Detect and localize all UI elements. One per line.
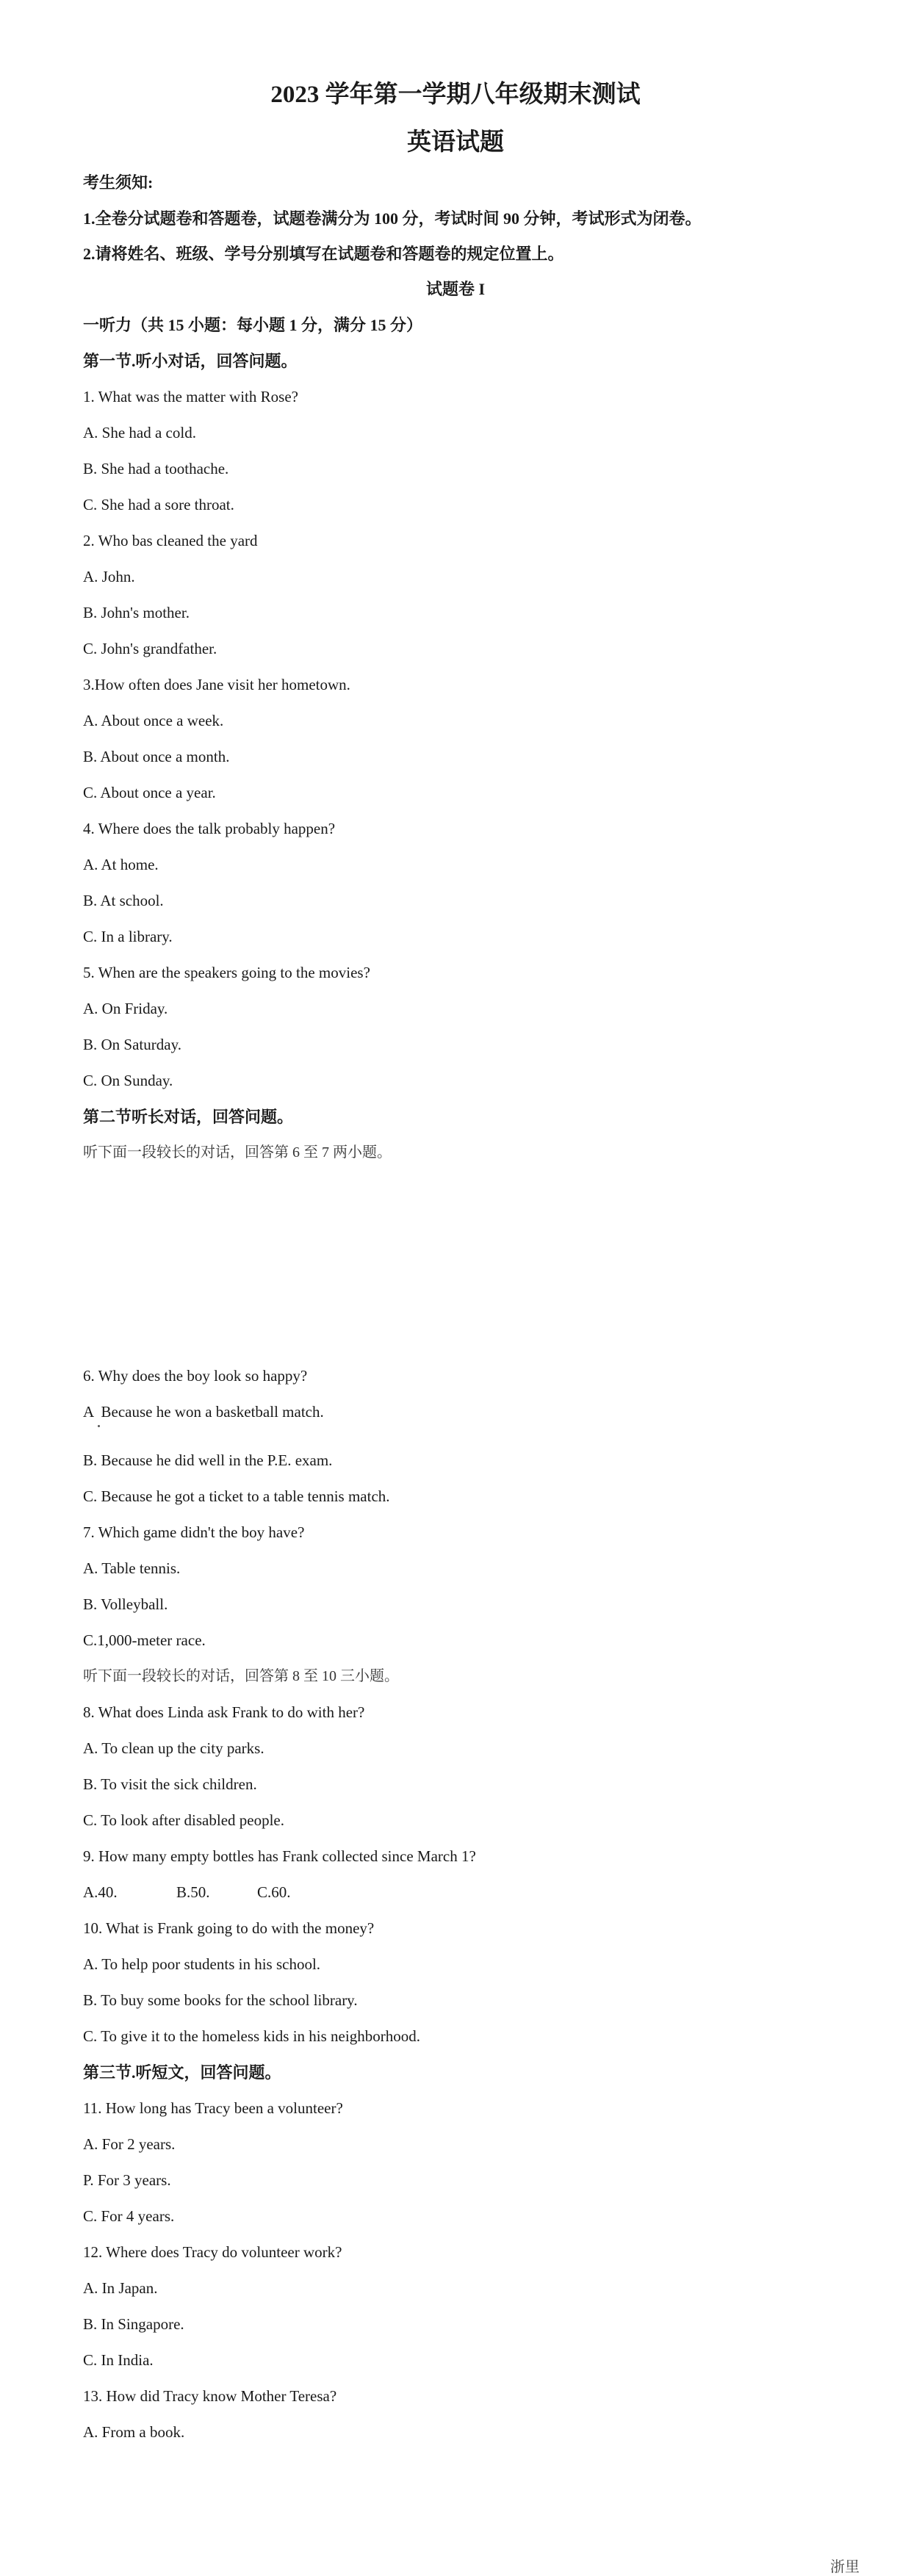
q4-option-a: A. At home.: [83, 856, 159, 873]
question-9: 9. How many empty bottles has Frank collected since March 1?: [83, 1847, 476, 1865]
stray-dot: [98, 1425, 100, 1427]
q9-option-b: B.50.: [176, 1883, 210, 1901]
q2-option-b: B. John's mother.: [83, 604, 190, 621]
q9-option-c: C.60.: [257, 1883, 291, 1901]
q8-option-b: B. To visit the sick children.: [83, 1775, 257, 1793]
q5-option-b: B. On Saturday.: [83, 1036, 181, 1053]
paper-label: 试题卷 I: [425, 280, 486, 298]
q5-option-c: C. On Sunday.: [83, 1072, 173, 1089]
section2-heading: 第二节听长对话，回答问题。: [83, 1108, 294, 1126]
q13-option-a: A. From a book.: [83, 2423, 185, 2441]
q5-option-a: A. On Friday.: [83, 1000, 168, 1017]
question-8: 8. What does Linda ask Frank to do with her?: [83, 1703, 365, 1721]
q12-option-b: B. In Singapore.: [83, 2315, 184, 2333]
q10-option-c: C. To give it to the homeless kids in his neighborhood.: [83, 2027, 420, 2045]
q8-option-c: C. To look after disabled people.: [83, 1811, 284, 1829]
question-12: 12. Where does Tracy do volunteer work?: [83, 2243, 342, 2261]
q1-option-b: B. She had a toothache.: [83, 460, 229, 477]
question-5: 5. When are the speakers going to the movies?: [83, 964, 370, 981]
question-11: 11. How long has Tracy been a volunteer?: [83, 2099, 343, 2117]
question-2: 2. Who bas cleaned the yard: [83, 532, 258, 549]
q1-option-a: A. She had a cold.: [83, 424, 196, 441]
q12-option-a: A. In Japan.: [83, 2279, 158, 2297]
question-7: 7. Which game didn't the boy have?: [83, 1523, 305, 1541]
q11-option-a: A. For 2 years.: [83, 2135, 176, 2153]
q3-option-b: B. About once a month.: [83, 748, 230, 765]
q8-option-a: A. To clean up the city parks.: [83, 1739, 264, 1757]
section1-heading: 第一节.听小对话，回答问题。: [83, 352, 298, 370]
q2-option-c: C. John's grandfather.: [83, 640, 217, 657]
question-6: 6. Why does the boy look so happy?: [83, 1367, 308, 1385]
q7-option-a: A. Table tennis.: [83, 1559, 181, 1577]
section2-intro-1: 听下面一段较长的对话，回答第 6 至 7 两小题。: [83, 1144, 392, 1161]
q10-option-a: A. To help poor students in his school.: [83, 1955, 321, 1973]
question-4: 4. Where does the talk probably happen?: [83, 820, 336, 837]
section3-heading: 第三节.听短文，回答问题。: [83, 2063, 281, 2082]
question-13: 13. How did Tracy know Mother Teresa?: [83, 2387, 337, 2405]
q4-option-b: B. At school.: [83, 892, 164, 909]
q4-option-c: C. In a library.: [83, 928, 173, 945]
q3-option-a: A. About once a week.: [83, 712, 224, 729]
q6-option-a: A Because he won a basketball match.: [83, 1403, 324, 1421]
q2-option-a: A. John.: [83, 568, 135, 585]
q10-option-b: B. To buy some books for the school library.: [83, 1991, 358, 2009]
q3-option-c: C. About once a year.: [83, 784, 216, 801]
part1-heading: 一听力（共 15 小题：每小题 1 分，满分 15 分）: [83, 316, 423, 334]
q12-option-c: C. In India.: [83, 2351, 154, 2369]
question-1: 1. What was the matter with Rose?: [83, 388, 298, 405]
section2-intro-2: 听下面一段较长的对话，回答第 8 至 10 三小题。: [83, 1668, 399, 1684]
q11-option-c: C. For 4 years.: [83, 2207, 175, 2225]
q11-option-b: P. For 3 years.: [83, 2171, 171, 2189]
q7-option-b: B. Volleyball.: [83, 1595, 168, 1613]
exam-subject: 英语试题: [407, 129, 504, 156]
q1-option-c: C. She had a sore throat.: [83, 496, 234, 513]
q9-option-a: A.40.: [83, 1883, 118, 1901]
q6-option-b: B. Because he did well in the P.E. exam.: [83, 1451, 333, 1469]
notice-item-1: 1.全卷分试题卷和答题卷，试题卷满分为 100 分，考试时间 90 分钟，考试形式为闭卷。: [83, 209, 702, 228]
exam-title: 2023 学年第一学期八年级期末测试: [270, 82, 641, 108]
notice-heading: 考生须知:: [83, 173, 154, 192]
question-3: 3.How often does Jane visit her hometown.: [83, 676, 350, 693]
corner-mark: 浙里: [830, 2559, 860, 2575]
notice-item-2: 2.请将姓名、班级、学号分别填写在试题卷和答题卷的规定位置上。: [83, 245, 564, 263]
q7-option-c: C.1,000-meter race.: [83, 1631, 206, 1649]
question-10: 10. What is Frank going to do with the money?: [83, 1919, 375, 1937]
q6-option-c: C. Because he got a ticket to a table tennis match.: [83, 1487, 390, 1505]
